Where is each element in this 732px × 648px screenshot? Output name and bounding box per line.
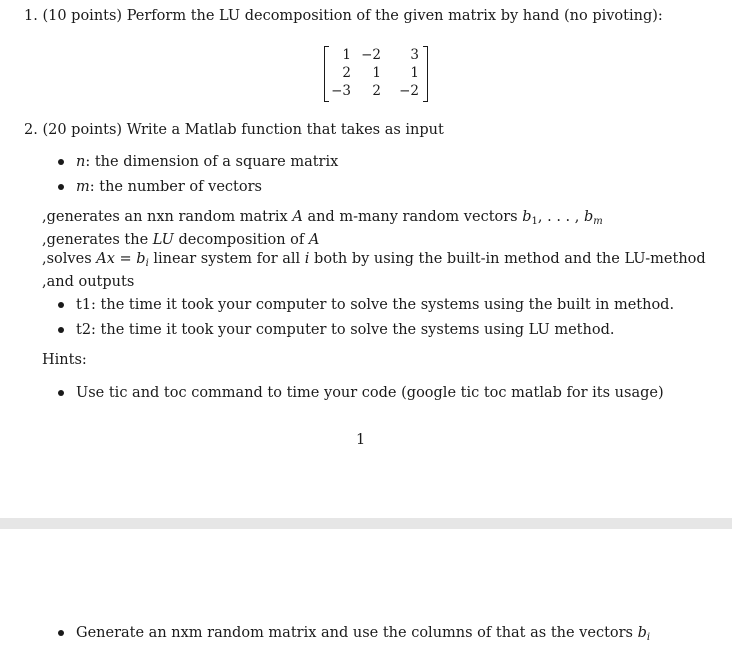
math-var: A	[292, 209, 303, 225]
matrix-cell: 1	[410, 65, 419, 81]
math-subscript: m	[593, 216, 603, 227]
math-var: A	[308, 232, 320, 248]
math-var: i	[304, 251, 310, 267]
math-var: b	[522, 209, 532, 225]
matrix	[324, 46, 428, 102]
math-var: b	[136, 251, 146, 267]
math-subscript: 1	[531, 216, 538, 227]
matrix-cell: 1	[342, 47, 351, 63]
step-text: decomposition of	[173, 232, 309, 248]
input-desc: : the dimension of a square matrix	[85, 154, 339, 170]
hints-label: Hints:	[42, 352, 87, 368]
step-text: ,generates the	[42, 232, 153, 248]
matrix-cell: −2	[399, 83, 419, 99]
list-item	[58, 177, 338, 202]
matrix-cell: 2	[342, 65, 351, 81]
matrix-cell: −3	[331, 83, 351, 99]
step-text: =	[114, 251, 137, 267]
matrix-left-bracket	[324, 46, 329, 102]
matrix-table	[331, 46, 419, 100]
step-line	[42, 231, 706, 250]
steps-paragraph	[42, 208, 706, 292]
step-text: ,generates an nxn random matrix	[42, 209, 293, 225]
step-text: , . . . ,	[537, 209, 584, 225]
step-line	[42, 250, 706, 273]
output-list	[58, 295, 674, 345]
input-var: n	[76, 154, 86, 170]
question-2-text: (20 points) Write a Matlab function that takes as input	[42, 122, 444, 138]
question-1-title	[24, 8, 663, 24]
matrix-cell: 1	[372, 65, 381, 81]
matrix-cell: 2	[372, 83, 381, 99]
hint-text: Generate an nxm random matrix and use the columns of that as the vectors	[76, 625, 638, 641]
matrix-cell: −2	[361, 47, 381, 63]
list-item: t1: the time it took your computer to solve the systems using the built in method.	[58, 295, 674, 320]
math-var: LU	[152, 232, 174, 248]
matrix-right-bracket	[423, 46, 428, 102]
matrix-row	[331, 46, 419, 64]
list-item: Use tic and toc command to time your code (google tic toc matlab for its usage)	[58, 383, 664, 408]
list-item	[58, 152, 338, 177]
page2-hint-list	[58, 623, 650, 648]
matrix-row	[331, 64, 419, 82]
question-2-number: 2.	[24, 122, 38, 138]
math-subscript: i	[646, 632, 651, 643]
math-var: b	[584, 209, 594, 225]
input-list	[58, 152, 338, 202]
matrix-cell: 3	[410, 47, 419, 63]
step-line	[42, 273, 706, 292]
page-separator	[0, 518, 732, 529]
list-item	[58, 623, 650, 648]
math-subscript: i	[145, 258, 149, 269]
step-line	[42, 208, 706, 231]
step-text: and m-many random vectors	[302, 209, 523, 225]
math-var: Ax	[96, 251, 115, 267]
question-1-number: 1.	[24, 8, 38, 24]
input-var: m	[76, 179, 90, 195]
step-text: both by using the built-in method and the LU-method	[309, 251, 706, 267]
hints-list	[58, 383, 664, 408]
list-item: t2: the time it took your computer to solve the systems using LU method.	[58, 320, 674, 345]
matrix-row	[331, 82, 419, 100]
math-var: b	[637, 625, 647, 641]
page-number: 1	[356, 432, 366, 448]
step-text: linear system for all	[148, 251, 305, 267]
question-1-text: (10 points) Perform the LU decomposition of the given matrix by hand (no pivoting):	[42, 8, 663, 24]
question-2-title	[24, 122, 444, 138]
input-desc: : the number of vectors	[89, 179, 262, 195]
step-text: ,and outputs	[42, 274, 135, 290]
step-text: ,solves	[42, 251, 97, 267]
